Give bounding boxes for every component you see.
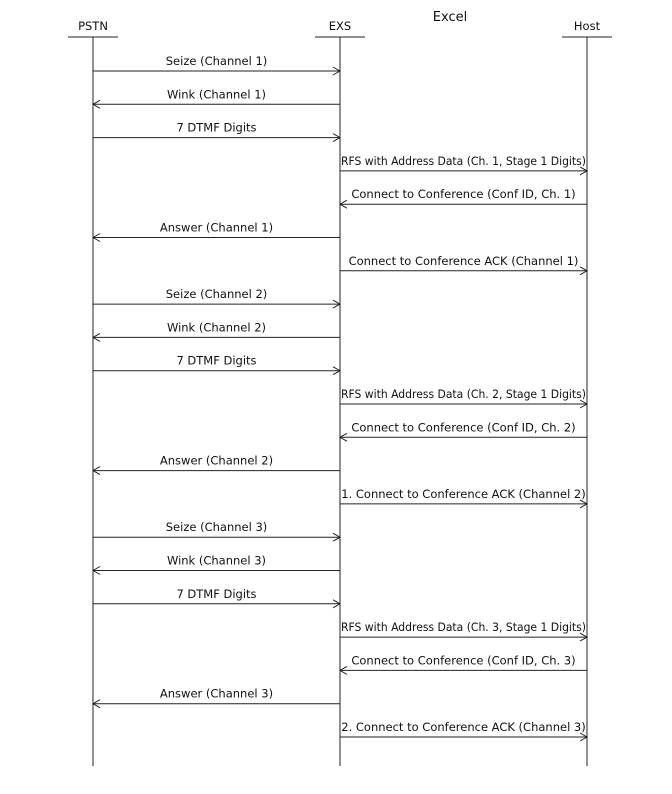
message bbox=[340, 487, 587, 508]
message-label: 7 DTMF Digits bbox=[176, 120, 257, 135]
message bbox=[93, 221, 340, 242]
message-label: Seize (Channel 2) bbox=[165, 287, 268, 302]
message bbox=[93, 320, 340, 341]
message-label: RFS with Address Data (Ch. 3, Stage 1 Digits) bbox=[341, 620, 586, 635]
participant-host-label: Host bbox=[573, 19, 601, 33]
message-label: 7 DTMF Digits bbox=[176, 586, 257, 601]
message bbox=[340, 420, 587, 441]
message bbox=[340, 387, 587, 408]
message-label: 2. Connect to Conference ACK (Channel 3) bbox=[341, 720, 586, 734]
message bbox=[93, 354, 340, 375]
participant-pstn-label: PSTN bbox=[78, 19, 108, 33]
message bbox=[340, 620, 587, 641]
message bbox=[93, 554, 340, 575]
message-label: RFS with Address Data (Ch. 2, Stage 1 Digits) bbox=[341, 387, 586, 401]
message-label: Answer (Channel 1) bbox=[159, 220, 274, 235]
diagram-title: Excel bbox=[432, 10, 468, 25]
message-label: RFS with Address Data (Ch. 1, Stage 1 Digits) bbox=[341, 153, 586, 168]
message bbox=[93, 520, 340, 541]
message bbox=[340, 154, 587, 175]
message bbox=[93, 121, 340, 142]
message-label: Wink (Channel 2) bbox=[166, 320, 267, 335]
message-label: Seize (Channel 1) bbox=[165, 54, 268, 68]
participant-exs-label: EXS bbox=[328, 19, 352, 33]
message bbox=[93, 454, 340, 475]
message bbox=[93, 87, 340, 108]
message-label: Connect to Conference (Conf ID, Ch. 1) bbox=[351, 187, 576, 202]
message-label: 1. Connect to Conference ACK (Channel 2) bbox=[341, 486, 586, 501]
message-label: Connect to Conference (Conf ID, Ch. 2) bbox=[351, 420, 576, 435]
message bbox=[93, 54, 340, 75]
message-label: Wink (Channel 3) bbox=[166, 553, 267, 568]
message bbox=[340, 187, 587, 208]
message bbox=[340, 254, 587, 275]
message-label: Connect to Conference ACK (Channel 1) bbox=[348, 253, 579, 268]
message bbox=[93, 287, 340, 308]
message-label: Answer (Channel 2) bbox=[159, 453, 274, 468]
message-label: Answer (Channel 3) bbox=[159, 686, 274, 701]
message-label: Wink (Channel 1) bbox=[166, 87, 267, 102]
message-label: 7 DTMF Digits bbox=[176, 353, 257, 368]
message bbox=[93, 587, 340, 608]
message bbox=[340, 653, 587, 674]
message-label: Connect to Conference (Conf ID, Ch. 3) bbox=[351, 653, 576, 668]
message bbox=[340, 720, 587, 741]
message-label: Seize (Channel 3) bbox=[165, 520, 268, 535]
message bbox=[93, 687, 340, 708]
